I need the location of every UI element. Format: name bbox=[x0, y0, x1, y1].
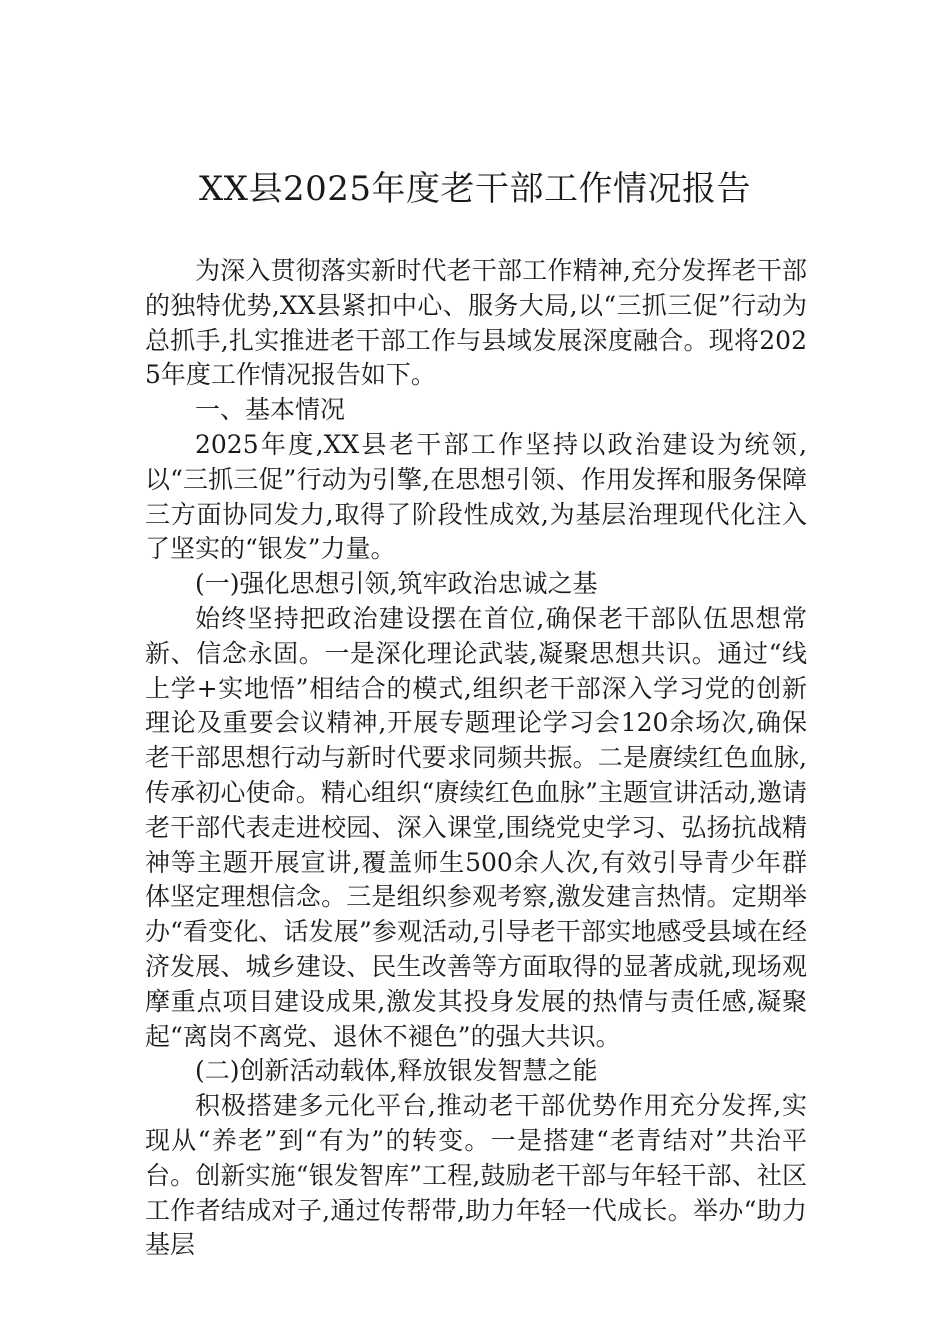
document-title: XX县2025年度老干部工作情况报告 bbox=[199, 169, 751, 209]
intro-paragraph: 为深入贯彻落实新时代老干部工作精神,充分发挥老干部的独特优势,XX县紧扣中心、服务大局,以“三抓三促”行动为总抓手,扎实推进老干部工作与县域发展深度融合。现将2025年度工作情况报告如下。 bbox=[145, 256, 807, 390]
section-heading-basic-situation: 一、基本情况 bbox=[195, 395, 346, 425]
subsection-2-paragraph: 积极搭建多元化平台,推动老干部优势作用充分发挥,实现从“养老”到“有为”的转变。一是搭建“老青结对”共治平台。创新实施“银发智库”工程,鼓励老干部与年轻干部、社区工作者结成对子,通过传帮带,助力年轻一代成长。举办“助力基层 bbox=[145, 1091, 807, 1260]
subsection-heading-2: (二)创新活动载体,释放银发智慧之能 bbox=[195, 1056, 598, 1086]
document-body bbox=[145, 254, 807, 1263]
subsection-heading-1: (一)强化思想引领,筑牢政治忠诚之基 bbox=[195, 569, 598, 599]
overview-paragraph: 2025年度,XX县老干部工作坚持以政治建设为统领,以“三抓三促”行动为引擎,在思想引领、作用发挥和服务保障三方面协同发力,取得了阶段性成效,为基层治理现代化注入了坚实的“银发”力量。 bbox=[145, 429, 807, 564]
subsection-1-paragraph: 始终坚持把政治建设摆在首位,确保老干部队伍思想常新、信念永固。一是深化理论武装,凝聚思想共识。通过“线上学+实地悟”相结合的模式,组织老干部深入学习党的创新理论及重要会议精神,开展专题理论学习会120余场次,确保老干部思想行动与新时代要求同频共振。二是赓续红色血脉,传承初心使命。精心组织“赓续红色血脉”主题宣讲活动,邀请老干部代表走进校园、深入课堂,围绕党史学习、弘扬抗战精神等主题开展宣讲,覆盖师生500余人次,有效引导青少年群体坚定理想信念。三是组织参观考察,激发建言热情。定期举办“看变化、话发展”参观活动,引导老干部实地感受县域在经济发展、城乡建设、民生改善等方面取得的显著成就,现场观摩重点项目建设成果,激发其投身发展的热情与责任感,凝聚起“离岗不离党、退休不褪色”的强大共识。 bbox=[145, 603, 807, 1051]
